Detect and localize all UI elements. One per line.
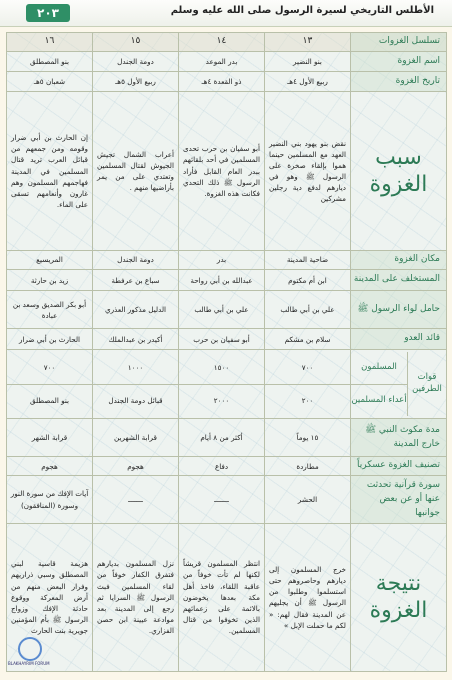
cell-enemy-leader: أكيدر بن عبدالملك [93,329,179,350]
cell-forces [93,350,179,419]
watermark-logo-icon [18,637,42,661]
cell-stay: ١٥ يوماً [265,419,351,457]
cell-stay: قرابة الشهر [7,419,93,457]
cell-enemies: قبائل دومة الجندل [108,395,163,405]
cell-name: دومة الجندل [93,52,179,72]
label-banner: حامل لواء الرسول ﷺ [351,291,447,329]
cell-cause: أعراب الشمال تجيش الجيوش لقتال المسلمين وتعتدي على من يمر بأراضيها منهم . [93,92,179,251]
cell-result: هزيمة قاسية لبني المصطلق وسبي ذراريهم وفرار البعض منهم من أرض المعركة ووقوع حادثة الإفك وزواج الرسول ﷺ بأم المؤمنين جويرية بنت الحارث [7,523,93,671]
cell-muslims: ١٥٠٠ [179,352,264,385]
label-stay: مدة مكوث النبي ﷺ خارج المدينة [351,419,447,457]
cell-banner: علي بن أبي طالب [265,291,351,329]
cell-date: ذو القعدة ٤هـ [179,72,265,92]
cell-cause: نقض بنو يهود بني النضير العهد مع المسلمين حينما هموا بإلقاء صخرة على الرسول ﷺ وهو في ديارهم لدفع دية رجلين مشركين [265,92,351,251]
cell-banner: علي بن أبي طالب [179,291,265,329]
ghazawat-table [6,32,447,672]
cell-deputy: زيد بن حارثة [7,270,93,291]
cell-cause: أبو سفيان بن حرب تحدى المسلمين في أحد بلقائهم ببدر العام القابل فأراد الرسول ﷺ ذلك التحدي فكانت هذه الغزوة. [179,92,265,251]
cell-quran: آيات الإفك من سورة النور وسورة (المنافقون) [7,476,93,523]
label-place: مكان الغزوة [351,250,447,269]
watermark-text: BLAKHAYRIM FORUM [8,661,50,666]
cell-enemy-leader: أبو سفيان بن حرب [179,329,265,350]
cell-muslims: ٧٠٠ [265,352,350,385]
cell-banner: أبو بكر الصديق وسعد بن عبادة [7,291,93,329]
cell-place: المريسيع [7,250,93,269]
label-forces-group [351,350,447,419]
cell-result: خرج المسلمون إلى ديارهم وحاصروهم حتى استسلموا وطلبوا من الرسول ﷺ أن يجليهم عن المدينة فقال لهم: « لكم ما حملت الإبل » [265,523,351,671]
cell-deputy: ابن أم مكتوم [265,270,351,291]
label-forces: قوات الطرفين [412,372,442,395]
cell-classification: دفاع [179,457,265,476]
label-cause: سبب الغزوة [351,92,447,251]
cell-cause: إن الحارث بن أبي ضرار وقومه ومن جمعهم من قبائل العرب تريد قتال المسلمين في المدينة فهاجمهم المسلمون وهم غارون وأنعامهم تسقى على الماء. [7,92,93,251]
cell-place: دومة الجندل [93,250,179,269]
cell-date: شعبان ٥هـ [7,72,93,92]
cell-classification: هجوم [93,457,179,476]
cell-enemy-leader: سلام بن مشكم [265,329,351,350]
cell-stay: قرابة الشهرين [93,419,179,457]
cell-quran: ـــــــ [93,476,179,523]
cell-result: انتظر المسلمون قريشاً لكنها لم تأت خوفاً من عاقبة اللقاء، فاخذ أهل مكة بعدها يخوضون بالائمة على زعمائهم الذين تخوفوا من قتال المسلمين. [179,523,265,671]
cell-banner: الدليل مذكور العذري [93,291,179,329]
page-header [0,0,452,27]
cell-deputy: عبدالله بن أبي رواحة [179,270,265,291]
label-serial: تسلسل الغزوات [351,33,447,52]
label-enemy-leader: قائد العدو [351,329,447,350]
label-name: اسم الغزوة [351,52,447,72]
cell-classification: مطاردة [265,457,351,476]
cell-enemies: بنو المصطلق [30,395,70,405]
cell-date: ربيع الأول ٤هـ [265,72,351,92]
label-enemies: أعداء المسلمين [351,394,407,405]
forum-watermark [8,637,48,673]
cell-muslims: ٧٠٠ [7,352,92,385]
cell-date: ربيع الأول ٥هـ [93,72,179,92]
label-deputy: المستخلف على المدينة [351,270,447,291]
label-quran: سورة قرآنية تحدثت عنها أو عن بعض جوانبها [351,476,447,523]
label-result: نتيجة الغزوة [351,523,447,671]
cell-forces [7,350,93,419]
cell-serial-15: ١٥ [93,33,179,52]
cell-result: نزل المسلمون بديارهم فتفرق الكفار خوفاً من لقاء المسلمين فبث الرسول ﷺ السرايا ثم رجع إلى المدينة بعد موادعة عيينة ابن حصن الفزاري. [93,523,179,671]
cell-name: بدر الموعد [179,52,265,72]
cell-quran: الحشر [265,476,351,523]
cell-quran: ـــــــ [179,476,265,523]
cell-muslims: ١٠٠٠ [93,352,178,385]
page-number: ٢٠٣ [26,4,70,22]
cell-name: بنو المصطلق [7,52,93,72]
cell-forces [265,350,351,419]
cell-stay: أكثر من ٨ أيام [179,419,265,457]
cell-serial-13: ١٣ [265,33,351,52]
cell-forces [179,350,265,419]
cell-name: بنو النضير [265,52,351,72]
label-date: تاريخ الغزوة [351,72,447,92]
cell-enemy-leader: الحارث بن أبي ضرار [7,329,93,350]
running-title: الأطلس التاريخي لسيرة الرسول صلى الله عليه وسلم [170,5,434,16]
cell-enemies: ٢٠٠٠ [213,395,230,405]
cell-deputy: سباع بن عرفطة [93,270,179,291]
cell-place: ضاحية المدينة [265,250,351,269]
label-muslims: المسلمون [361,362,397,373]
label-classification: تصنيف الغزوة عسكرياً [351,457,447,476]
cell-place: بدر [179,250,265,269]
cell-classification: هجوم [7,457,93,476]
cell-serial-14: ١٤ [179,33,265,52]
cell-enemies: ٢٠٠ [301,395,314,405]
cell-serial-16: ١٦ [7,33,93,52]
